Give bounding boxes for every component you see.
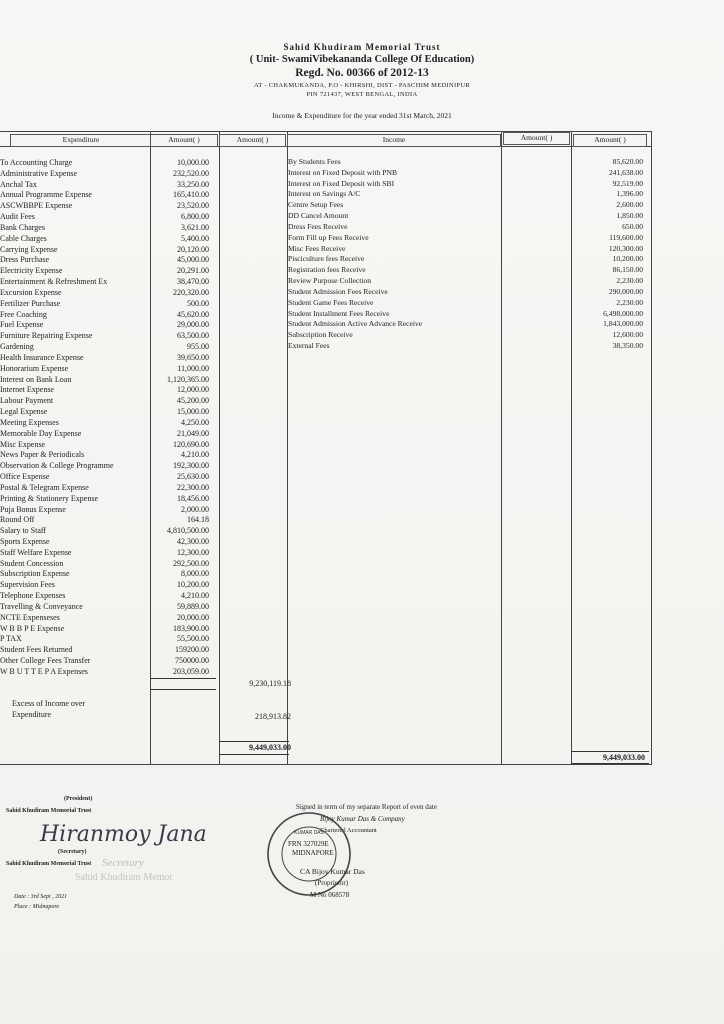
expenditure-item-name: Audit Fees bbox=[0, 212, 35, 222]
expenditure-item-amount: 15,000.00 bbox=[177, 407, 209, 417]
income-item-amount: 2,230.00 bbox=[616, 276, 643, 286]
expenditure-item-name: NCTE Expenseses bbox=[0, 612, 60, 622]
expenditure-item-amount: 3,621.00 bbox=[181, 222, 209, 232]
secretary-label: (Secretary) bbox=[58, 849, 87, 855]
income-item-name: Centre Setup Fees bbox=[288, 200, 344, 210]
income-item-name: Misc Fees Receive bbox=[288, 243, 346, 253]
expenditure-item-name: Legal Expense bbox=[0, 407, 48, 417]
expenditure-item-amount: 500.00 bbox=[187, 298, 209, 308]
expenditure-item-name: Entertainment & Refreshment Ex bbox=[0, 277, 108, 287]
income-item-name: By Students Fees bbox=[288, 157, 341, 166]
expenditure-item-name: Anchal Tax bbox=[0, 179, 37, 189]
expenditure-item-amount: 164.18 bbox=[187, 515, 209, 525]
expenditure-item-name: Sports Expense bbox=[0, 536, 50, 546]
income-amounts bbox=[573, 157, 643, 352]
expenditure-item-name: Honorarium Expense bbox=[0, 363, 69, 373]
income-item-amount: 10,200.00 bbox=[612, 254, 643, 264]
subtotal-rule bbox=[150, 678, 216, 679]
expenditure-item-name: ASCWBBPE Expense bbox=[0, 201, 73, 211]
expenditure-item-amount: 4,210.00 bbox=[181, 450, 209, 460]
income-item-amount: 1,396.00 bbox=[616, 189, 643, 199]
expenditure-item-amount: 21,049.00 bbox=[177, 428, 209, 438]
expenditure-item-amount: 38,470.00 bbox=[177, 277, 209, 287]
expenditure-item-name: Gardening bbox=[0, 342, 34, 352]
expenditure-item-name: Interest on Bank Loan bbox=[0, 374, 72, 384]
income-item-name: Pisciculture fees Receive bbox=[288, 254, 365, 264]
date-label: Date : 3rd Sept , 2021 bbox=[14, 894, 68, 900]
excess-label-1: Excess of Income over bbox=[12, 699, 86, 708]
expenditure-item-name: Telephone Expenses bbox=[0, 591, 66, 601]
expenditure-item-name: Printing & Stationery Expense bbox=[0, 493, 98, 503]
expenditure-item-amount: 2,000.00 bbox=[181, 504, 209, 514]
expenditure-item-name: To Accounting Charge bbox=[0, 158, 73, 167]
expenditure-item-amount: 10,000.00 bbox=[177, 158, 209, 167]
expenditure-item-name: Memorable Day Expense bbox=[0, 428, 82, 438]
expenditure-item-amount: 39,650.00 bbox=[177, 352, 209, 362]
expenditure-item-name: Internet Expense bbox=[0, 385, 54, 395]
income-item-name: Student Installment Fees Receive bbox=[288, 308, 390, 318]
signed-line-3: Chartered Accountant bbox=[320, 827, 377, 834]
expenditure-item-name: Salary to Staff bbox=[0, 526, 47, 536]
expenditure-item-amount: 1,120,365.00 bbox=[167, 374, 209, 384]
divider bbox=[571, 132, 572, 764]
expenditure-item-amount: 12,000.00 bbox=[177, 385, 209, 395]
expenditure-item-name: Furniture Repairing Expense bbox=[0, 331, 93, 341]
expenditure-item-name: Other College Fees Transfer bbox=[0, 656, 91, 666]
expenditure-item-amount: 20,000.00 bbox=[177, 612, 209, 622]
expenditure-item-name: Carrying Expense bbox=[0, 244, 58, 254]
income-item-amount: 92,519.00 bbox=[612, 178, 643, 188]
income-item-amount: 1,850.00 bbox=[616, 211, 643, 221]
address-line-1: AT - CHAKMUKANDA, P.O - KHIRSHI, DIST - PASCHIM MEDINIPUR bbox=[254, 82, 470, 89]
membership-number: M No 068578 bbox=[310, 891, 350, 899]
income-list bbox=[288, 157, 503, 352]
expenditure-item-name: Fertilizer Purchase bbox=[0, 298, 61, 308]
expenditure-item-name: Subscription Expense bbox=[0, 569, 70, 579]
expenditure-item-name: Postal & Telegram Expense bbox=[0, 482, 89, 492]
income-item-name: External Fees bbox=[288, 341, 330, 351]
college-unit: ( Unit- SwamiVibekananda College Of Education) bbox=[249, 54, 475, 65]
expenditure-item-amount: 192,300.00 bbox=[173, 461, 209, 471]
income-item-name: Review Purpose Collection bbox=[288, 276, 372, 286]
total-rule bbox=[219, 741, 289, 742]
divider bbox=[219, 132, 220, 764]
income-item-name: Registration fees Receive bbox=[288, 265, 366, 275]
income-item-amount: 86,150.00 bbox=[612, 265, 643, 275]
expenditure-item-name: P TAX bbox=[0, 634, 22, 644]
expenditure-item-amount: 232,520.00 bbox=[173, 168, 209, 178]
expenditure-item-amount: 750000.00 bbox=[175, 656, 209, 666]
expenditure-item-amount: 55,500.00 bbox=[177, 634, 209, 644]
income-item-name: DD Cancel Amount bbox=[288, 211, 349, 221]
expenditure-item-amount: 22,300.00 bbox=[177, 482, 209, 492]
total-rule bbox=[571, 763, 649, 764]
expenditure-subtotal: 9,230,119.18 bbox=[249, 679, 291, 688]
expenditure-item-name: Bank Charges bbox=[0, 222, 45, 232]
expenditure-item-amount: 45,620.00 bbox=[177, 309, 209, 319]
expenditure-item-amount: 11,000.00 bbox=[177, 363, 209, 373]
expenditure-item-amount: 18,456.00 bbox=[177, 493, 209, 503]
expenditure-item-amount: 29,000.00 bbox=[177, 320, 209, 330]
expenditure-item-name: Free Coaching bbox=[0, 309, 47, 319]
expenditure-item-amount: 4,210.00 bbox=[181, 591, 209, 601]
total-rule bbox=[219, 754, 289, 755]
expenditure-item-amount: 42,300.00 bbox=[177, 536, 209, 546]
expenditure-item-name: Student Concession bbox=[0, 558, 64, 568]
total-right: 9,449,033.00 bbox=[603, 753, 645, 762]
expenditure-item-amount: 59,889.00 bbox=[177, 601, 209, 611]
income-item-amount: 12,600.00 bbox=[612, 330, 643, 340]
statement-title: Income & Expenditure for the year ended 31st March, 2021 bbox=[272, 111, 452, 120]
income-item-name: Interest on Savings A/C bbox=[288, 189, 361, 199]
expenditure-item-amount: 33,250.00 bbox=[177, 179, 209, 189]
expenditure-item-name: Travelling & Conveyance bbox=[0, 601, 83, 611]
expenditure-item-amount: 6,800.00 bbox=[181, 212, 209, 222]
expenditure-item-amount: 220,320.00 bbox=[173, 287, 209, 297]
income-item-amount: 241,638.00 bbox=[608, 167, 643, 177]
expenditure-item-name: Observation & College Programme bbox=[0, 461, 114, 471]
expenditure-item-amount: 63,500.00 bbox=[177, 331, 209, 341]
expenditure-item-name: Electricity Expense bbox=[0, 266, 63, 276]
signed-line-2: Bijoy Kumar Das & Company bbox=[320, 815, 405, 823]
income-item-name: Interest on Fixed Deposit with PNB bbox=[288, 167, 398, 177]
expenditure-item-name: Health Insurance Expense bbox=[0, 352, 84, 362]
income-item-amount: 38,350.00 bbox=[612, 341, 643, 351]
income-item-name: Student Admission Active Advance Receive bbox=[288, 319, 423, 329]
income-item-name: Interest on Fixed Deposit with SBI bbox=[288, 178, 395, 188]
total-left: 9,449,033.00 bbox=[249, 743, 291, 752]
expenditure-item-name: W B B P E Expense bbox=[0, 623, 65, 633]
expenditure-item-name: Student Fees Returned bbox=[0, 645, 73, 655]
address-line-2: PIN 721437, WEST BENGAL, INDIA bbox=[306, 91, 418, 98]
col-amount-3: Amount( ) bbox=[503, 132, 570, 145]
col-amount-4: Amount( ) bbox=[573, 134, 647, 147]
president-label: (President) bbox=[64, 796, 93, 802]
expenditure-item-name: Dress Purchase bbox=[0, 255, 50, 265]
income-item-name: Student Admission Fees Receive bbox=[288, 286, 388, 296]
expenditure-item-amount: 292,500.00 bbox=[173, 558, 209, 568]
trust-label-2: Sahid Khudiram Memorial Trust bbox=[6, 861, 92, 867]
expenditure-item-amount: 45,200.00 bbox=[177, 396, 209, 406]
trust-label-1: Sahid Khudiram Memorial Trust bbox=[6, 808, 92, 814]
expenditure-item-amount: 20,291.00 bbox=[177, 266, 209, 276]
signature: Hiranmoy Jana bbox=[40, 822, 207, 847]
seal-city: MIDNAPORE bbox=[292, 849, 334, 857]
expenditure-item-amount: 25,630.00 bbox=[177, 472, 209, 482]
expenditure-item-name: Staff Welfare Expense bbox=[0, 547, 72, 557]
income-item-amount: 2,230.00 bbox=[616, 297, 643, 307]
expenditure-item-amount: 120,690.00 bbox=[173, 439, 209, 449]
income-item-amount: 1,843,000.00 bbox=[603, 319, 643, 329]
expenditure-item-name: Round Off bbox=[0, 515, 35, 525]
income-item-amount: 290,000.00 bbox=[608, 286, 643, 296]
expenditure-item-name: Meeting Expenses bbox=[0, 417, 59, 427]
income-item-amount: 650.00 bbox=[622, 221, 643, 231]
expenditure-item-amount: 20,120.00 bbox=[177, 244, 209, 254]
expenditure-item-amount: 4,250.00 bbox=[181, 417, 209, 427]
expenditure-item-amount: 203,059.00 bbox=[173, 666, 209, 676]
col-amount-1: Amount( ) bbox=[150, 134, 218, 147]
income-item-name: Subscription Receive bbox=[288, 330, 353, 340]
expenditure-item-amount: 5,400.00 bbox=[181, 233, 209, 243]
income-item-name: Student Game Fees Receive bbox=[288, 297, 374, 307]
place-label: Place : Midnapore bbox=[14, 904, 60, 910]
expenditure-item-amount: 8,000.00 bbox=[181, 569, 209, 579]
income-item-name: Dress Fees Receive bbox=[288, 221, 348, 231]
expenditure-item-name: Excursion Expense bbox=[0, 287, 62, 297]
income-item-amount: 6,498,000.00 bbox=[603, 308, 643, 318]
expenditure-item-amount: 45,000.00 bbox=[177, 255, 209, 265]
expenditure-item-name: W B U T T E P A Expenses bbox=[0, 666, 88, 676]
secretary-stamp-text: Secretary bbox=[102, 857, 144, 869]
registration-number: Regd. No. 00366 of 2012-13 bbox=[295, 67, 429, 79]
svg-text:KUMAR DAS: KUMAR DAS bbox=[294, 830, 324, 836]
excess-label-2: Expenditure bbox=[12, 710, 52, 719]
expenditure-item-amount: 23,520.00 bbox=[177, 201, 209, 211]
col-income: Income bbox=[287, 134, 501, 147]
income-item-name: Form Fill up Fees Receive bbox=[288, 232, 369, 242]
income-item-amount: 119,600.00 bbox=[609, 232, 643, 242]
expenditure-item-name: Fuel Expense bbox=[0, 320, 44, 330]
expenditure-item-amount: 4,810,500.00 bbox=[167, 526, 209, 536]
memorial-stamp-text: Sahid Khudiram Memor bbox=[75, 872, 173, 883]
expenditure-item-name: Puja Bonus Expense bbox=[0, 504, 66, 514]
expenditure-item-name: Cable Charges bbox=[0, 233, 47, 243]
ca-name: CA Bijoy Kumar Das bbox=[300, 867, 365, 876]
col-expenditure: Expenditure bbox=[10, 134, 152, 147]
expenditure-item-amount: 955.00 bbox=[187, 342, 209, 352]
expenditure-item-name: Administrative Expense bbox=[0, 168, 78, 178]
signed-line-1: Signed in term of my separate Report of even date bbox=[296, 803, 437, 811]
expenditure-list bbox=[0, 158, 150, 678]
expenditure-item-name: Office Expense bbox=[0, 472, 50, 482]
total-rule bbox=[571, 751, 649, 752]
expenditure-item-name: Labour Payment bbox=[0, 396, 54, 406]
income-item-amount: 120,300.00 bbox=[608, 243, 643, 253]
expenditure-item-name: Misc Expense bbox=[0, 439, 46, 449]
expenditure-item-amount: 183,900.00 bbox=[173, 623, 209, 633]
col-amount-2: Amount( ) bbox=[219, 134, 286, 147]
expenditure-item-name: Annual Programme Expense bbox=[0, 190, 92, 200]
expenditure-item-amount: 10,200.00 bbox=[177, 580, 209, 590]
excess-amount: 218,913.82 bbox=[255, 712, 291, 721]
proprietor-label: (Proprietor) bbox=[315, 879, 349, 887]
income-item-amount: 85,620.00 bbox=[612, 157, 643, 166]
expenditure-item-amount: 12,300.00 bbox=[177, 547, 209, 557]
expenditure-item-amount: 165,410.00 bbox=[173, 190, 209, 200]
seal-frn: FRN 327029E bbox=[288, 840, 329, 848]
trust-name: Sahid Khudiram Memorial Trust bbox=[283, 42, 441, 52]
expenditure-item-name: Supervision Fees bbox=[0, 580, 55, 590]
subtotal-rule bbox=[150, 689, 216, 690]
expenditure-item-amount: 159200.00 bbox=[175, 645, 209, 655]
income-item-amount: 2,600.00 bbox=[616, 200, 643, 210]
expenditure-item-name: News Paper & Periodicals bbox=[0, 450, 85, 460]
expenditure-amounts bbox=[150, 158, 209, 678]
